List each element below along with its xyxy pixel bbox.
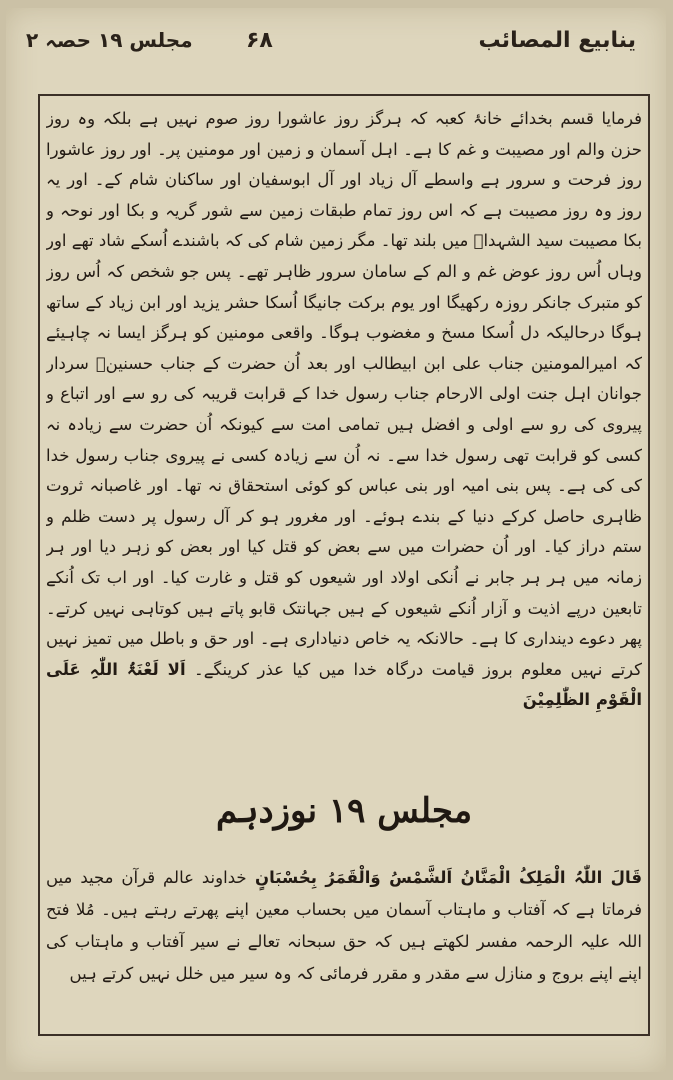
body-text-block xyxy=(46,104,642,782)
paragraph-1: فرمایا قسم بخدائے خانۂ کعبہ کہ ہرگز روز عاشورا روز صوم نہیں ہے بلکہ وہ روز حزن والم اور مصیبت و غم کا ہے۔ اہل آسمان و زمین اور مومنین پر۔ اور روز عاشورا روز فرحت و سرور ہے واسطے آل زیاد اور آل ابوسفیان اور ساکنان شام کے۔ اور یہ روز وہ روز مصیبت ہے کہ اس روز تمام طبقات زمین سے شور گریہ و بکا اور نوحہ و بکا مصیبت سید الشہداؑ میں بلند تھا۔ مگر زمین شام کی کہ باشندے اُسکے شاد تھے اور وہاں اُس روز عوض غم و الم کے سامان سرور ظاہر تھے۔ پس جو شخص کہ اُس روز کو متبرک جانکر روزہ رکھیگا اور یوم برکت جانیگا اُسکا حشر یزید اور ابن زیاد کے ساتھ ہوگا درحالیکہ دل اُسکا مسخ و مغضوب ہوگا۔ واقعی مومنین کو ہرگز ایسا نہ چاہیئے کہ امیرالمومنین جناب علی ابن ابیطالب اور بعد اُن حضرت کے جناب حسنینؑ سردار جوانان اہل جنت اولی الارحام جناب رسول خدا کے قرابت قریبہ کی رو سے اور اتباع و پیروی کی رو سے اولی و افضل ہیں تمامی امت سے کیونکہ اُن حضرت سے زیادہ نہ کسی کو قرابت تھی رسول خدا سے۔ نہ اُن سے زیادہ کسی نے پیروی جناب رسول خدا کی کی ہے۔ پس بنی امیہ اور بنی عباس کو کوئی استحقاق نہ تھا۔ اور غاصبانہ ثروت ظاہری حاصل کرکے دنیا کے بندے ہوئے۔ اور مغرور ہو کر آل رسول پر دست ظلم و ستم دراز کیا۔ اور اُن حضرات میں سے بعض کو قتل کیا اور بعض کو زہر دیا اور ہر زمانہ میں ہر ہر جابر نے اُنکی اولاد اور شیعوں کو قتل و غارت کیا۔ اور اب تک اُنکے تابعین درپے اذیت و آزار اُنکے شیعوں کے ہیں جہانتک قابو پاتے ہیں کوتاہی نہیں کرتے۔ پھر دعوے دینداری کا ہے۔ حالانکہ یہ خاص دنیاداری ہے۔ اور حق و باطل میں تمیز نہیں کرتے نہیں معلوم بروز قیامت درگاہ خدا میں کیا عذر کرینگے۔ xyxy=(46,109,642,679)
quran-verse: قَالَ اللّٰہُ الْمَلِکُ الْمَنَّانُ اَلشَّمْسُ وَالْقَمَرُ بِحُسْبَانٍ xyxy=(246,868,642,887)
curse-line: اَلا لَعْنَۃُ اللّٰہِ عَلَی الْقَوْمِ الظّٰلِمِیْنَ xyxy=(46,659,642,710)
section-label: مجلس ۱۹ حصہ ۲ xyxy=(26,28,193,52)
page-number: ۶۸ xyxy=(246,28,273,53)
paragraph-2: خداوند عالم قرآن مجید میں فرماتا ہے کہ آفتاب و ماہتاب آسمان میں بحساب معین اپنے پھرتے رہتے ہیں۔ مُلا فتح اللہ علیہ الرحمہ مفسر لکھتے ہیں کہ حق سبحانہ تعالے نے سیر آفتاب و ماہتاب کی اپنے اپنے بروج و منازل سے مقدر و مقرر فرمائی کہ وہ سیر میں خلل نہیں کرتے ہیں xyxy=(46,868,642,983)
page-header xyxy=(6,22,666,72)
majlis-heading: مجلس ۱۹ نوزدہم xyxy=(215,791,473,831)
book-title: ینابیع المصائب xyxy=(478,28,636,53)
body-text-block-2 xyxy=(46,862,642,1028)
